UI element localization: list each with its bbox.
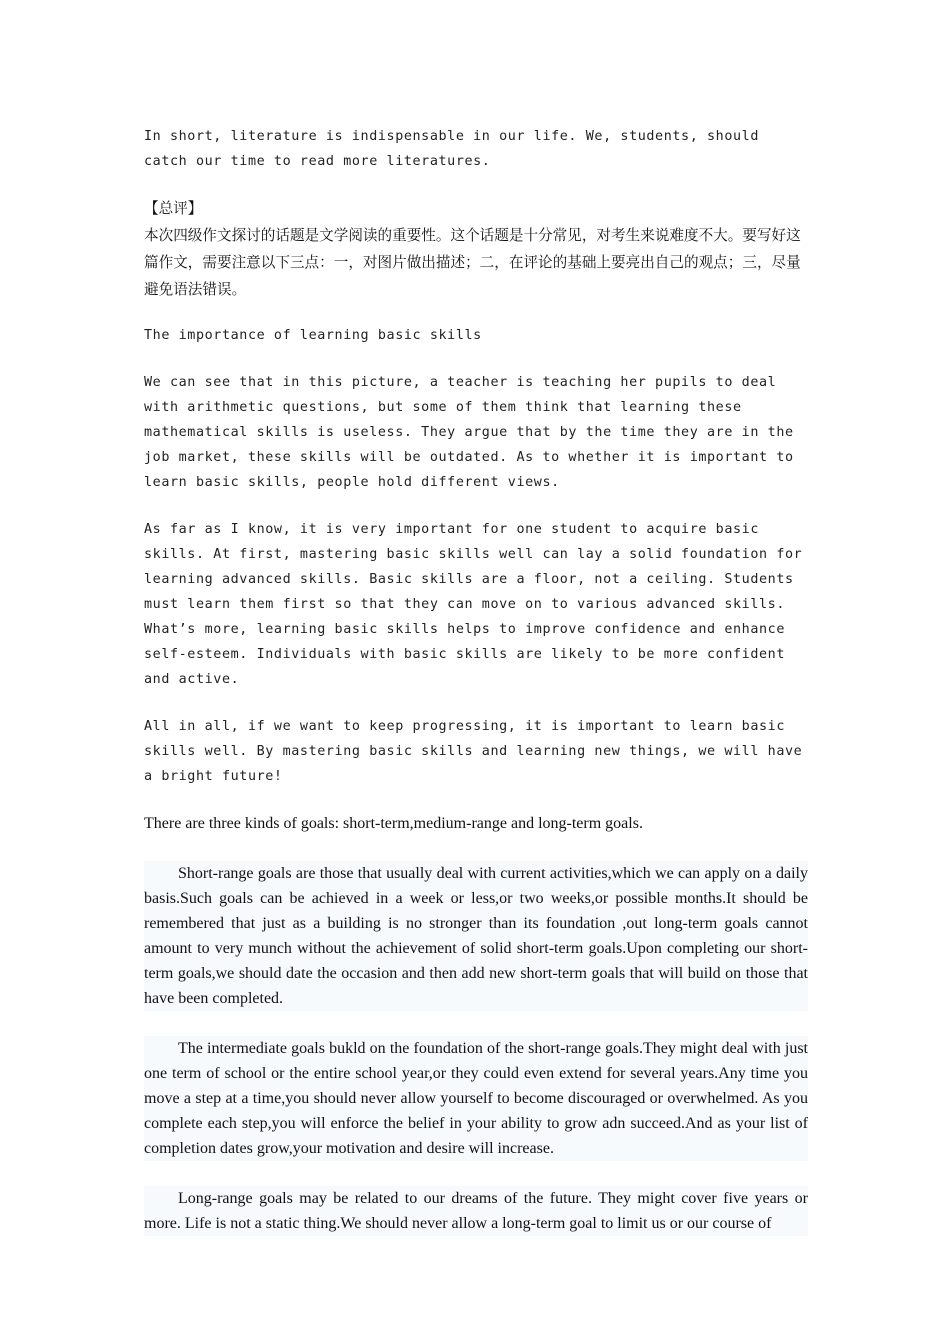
goals-essay (144, 811, 808, 1236)
goals-paragraph (144, 861, 808, 1011)
essay-paragraph: As far as I know, it is very important for one student to acquire basic skills. At first, mastering basic skills well can lay a solid foundation for learning advanced skills. Basic skills are a floor, not a ceiling. Students must learn them first so that they can move on to various advanced skills. What’s more, learning basic skills helps to improve confidence and enhance self-esteem. Individuals with basic skills are likely to be more confident and active. (144, 522, 803, 687)
goals-intro: There are three kinds of goals: short-term,medium-range and long-term goals. (144, 815, 643, 832)
essay-paragraph: We can see that in this picture, a teacher is teaching her pupils to deal with arithmetic questions, but some of them think that learning these mathematical skills is useless. They argue that by the time they are in the job market, these skills will be outdated. As to whether it is important to learn basic skills, people hold different views. (144, 375, 794, 490)
document-page (144, 124, 808, 1261)
essay-title: The importance of learning basic skills (144, 328, 482, 343)
essay-paragraph: All in all, if we want to keep progressing, it is important to learn basic skills well. By mastering basic skills and learning new things, we will have a bright future! (144, 719, 803, 784)
goals-paragraph-text: The intermediate goals bukld on the foundation of the short-range goals.They might deal with just one term of school or the entire school year,or they could even extend for several years.Any time you move a step at a time,you should never allow yourself to become discouraged or overwhelmed. As you complete each step,you will enforce the belief in your ability to grow adn succeed.And as your list of completion dates grow,your motivation and desire will increase. (144, 1040, 808, 1157)
review-text: 本次四级作文探讨的话题是文学阅读的重要性。这个话题是十分常见，对考生来说难度不大。要写好这篇作文，需要注意以下三点：一，对图片做出描述；二，在评论的基础上要亮出自己的观点；三，尽量避免语法错误。 (144, 227, 801, 298)
essay-basic-skills (144, 323, 808, 789)
review-heading: 【总评】 (144, 200, 203, 217)
goals-paragraph (144, 1036, 808, 1161)
closing-section (144, 124, 808, 174)
goals-paragraph-text: Long-range goals may be related to our dreams of the future. They might cover five years or more. Life is not a static thing.We should never allow a long-term goal to limit us or our course of (144, 1190, 808, 1232)
review-section (144, 196, 808, 303)
goals-paragraph (144, 1186, 808, 1236)
goals-paragraph-text: Short-range goals are those that usually deal with current activities,which we can apply on a daily basis.Such goals can be achieved in a week or less,or two weeks,or possible months.It should be remembered that just as a building is no stronger than its foundation ,out long-term goals cannot amount to very munch without the achievement of solid short-term goals.Upon completing our short-term goals,we should date the occasion and then add new short-term goals that will build on those that have been completed. (144, 865, 808, 1007)
closing-paragraph: In short, literature is indispensable in our life. We, students, should catch our time to read more literatures. (144, 129, 759, 169)
